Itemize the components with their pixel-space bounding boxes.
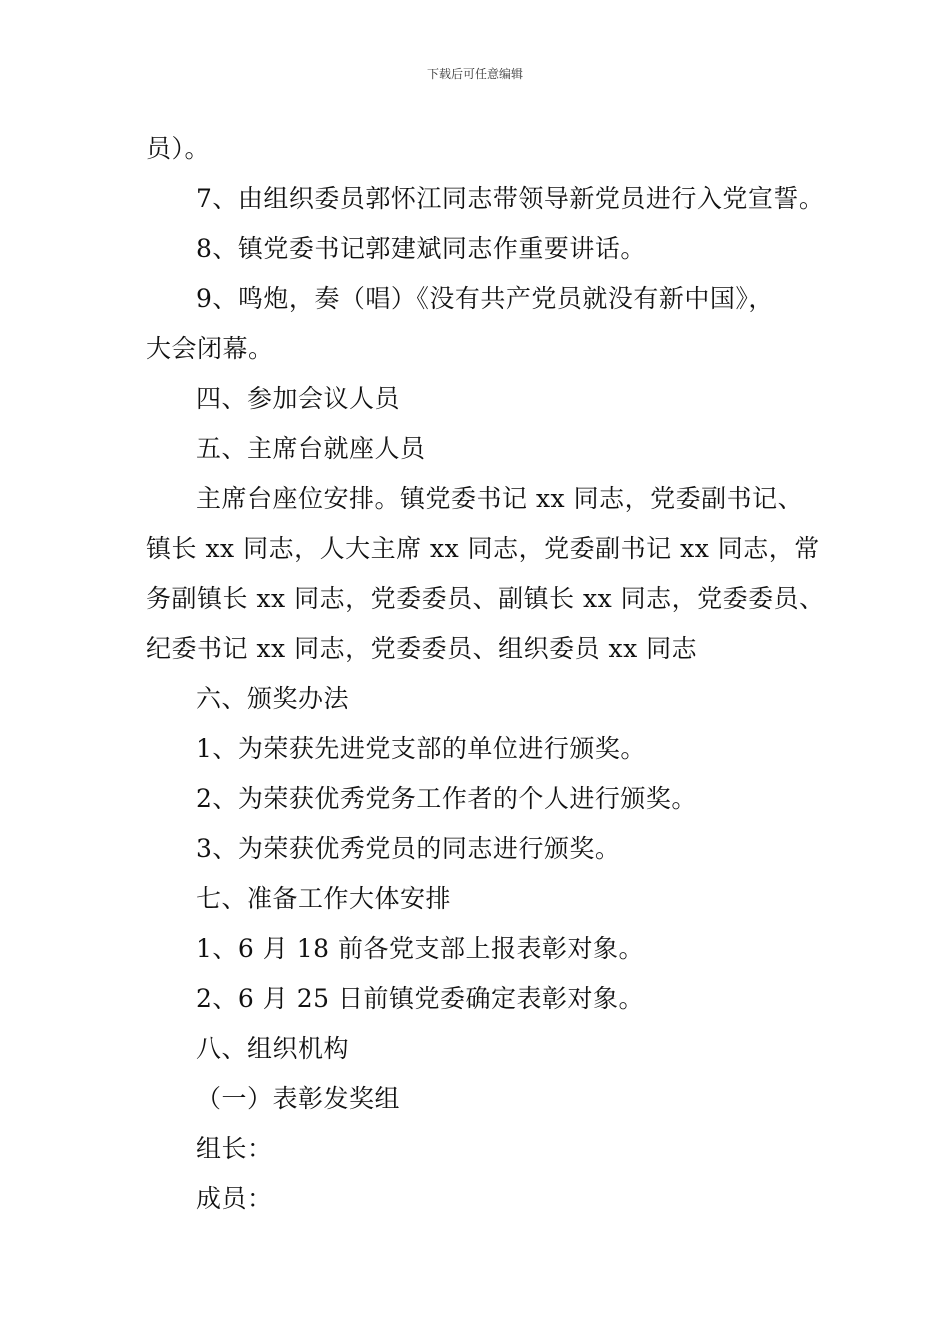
section-heading: 六、颁奖办法 bbox=[196, 684, 350, 713]
page-header: 下载后可任意编辑 bbox=[426, 67, 523, 81]
field-label: 成员： bbox=[196, 1184, 273, 1213]
document-body bbox=[146, 124, 826, 1224]
paragraph-line: 7、由组织委员郭怀江同志带领导新党员进行入党宣誓。 bbox=[196, 184, 825, 213]
paragraph-line: 务副镇长 xx 同志，党委委员、副镇长 xx 同志，党委委员、 bbox=[146, 584, 825, 613]
list-item: 3、为荣获优秀党员的同志进行颁奖。 bbox=[196, 834, 621, 863]
paragraph-line: 9、鸣炮，奏（唱）《没有共产党员就没有新中国》， bbox=[196, 284, 774, 313]
list-item: 2、6 月 25 日前镇党委确定表彰对象。 bbox=[196, 984, 644, 1013]
paragraph-line: 员）。 bbox=[146, 134, 211, 163]
section-heading: 八、组织机构 bbox=[196, 1034, 350, 1063]
section-heading: 七、准备工作大体安排 bbox=[196, 884, 452, 913]
paragraph-line: 大会闭幕。 bbox=[146, 334, 274, 363]
section-heading: 五、主席台就座人员 bbox=[196, 434, 426, 463]
paragraph-line: 主席台座位安排。镇党委书记 xx 同志，党委副书记、 bbox=[196, 484, 804, 513]
paragraph-line: 镇长 xx 同志，人大主席 xx 同志，党委副书记 xx 同志，常 bbox=[146, 534, 820, 563]
list-item: 1、6 月 18 前各党支部上报表彰对象。 bbox=[196, 934, 644, 963]
paragraph-line: 纪委书记 xx 同志，党委委员、组织委员 xx 同志 bbox=[146, 634, 698, 663]
list-item: 1、为荣获先进党支部的单位进行颁奖。 bbox=[196, 734, 646, 763]
paragraph-line: 8、镇党委书记郭建斌同志作重要讲话。 bbox=[196, 234, 646, 263]
subsection-heading: （一）表彰发奖组 bbox=[196, 1084, 401, 1113]
section-heading: 四、参加会议人员 bbox=[196, 384, 401, 413]
field-label: 组长： bbox=[196, 1134, 273, 1163]
list-item: 2、为荣获优秀党务工作者的个人进行颁奖。 bbox=[196, 784, 697, 813]
